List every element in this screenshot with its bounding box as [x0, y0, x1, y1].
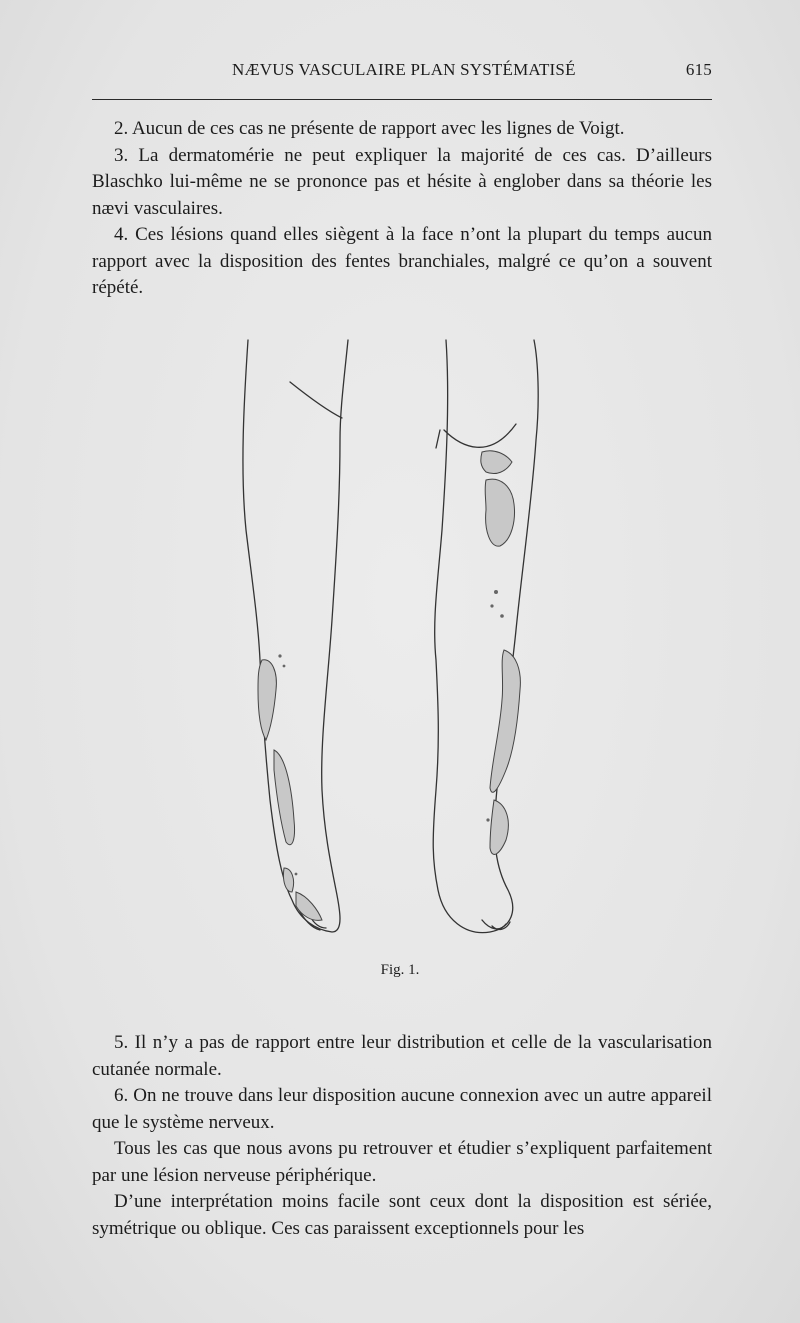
right-knee-line: [290, 382, 342, 418]
lesion-patch-calf: [258, 660, 276, 740]
paragraph-2: 2. Aucun de ces cas ne présente de rapport avec les lignes de Voigt.: [114, 118, 625, 139]
lesion-patch-ankle: [490, 800, 508, 854]
lesion-patch-foot: [296, 892, 322, 920]
page-number: 615: [685, 60, 712, 79]
left-knee-line: [444, 424, 516, 447]
legs-diagram-icon: [200, 320, 580, 960]
paragraph-conclusion: Tous les cas que nous avons pu retrouver et étudier s’expliquent parfaitement par une lésion nerveuse périphérique.: [92, 1138, 712, 1186]
lesion-dot: [486, 818, 489, 821]
lesion-dot: [500, 614, 504, 618]
running-title: NÆVUS VASCULAIRE PLAN SYSTÉMATISÉ: [232, 60, 576, 79]
paragraph-3: 3. La dermatomérie ne peut expliquer la majorité de ces cas. D’ailleurs Blaschko lui-même ne se prononce pas et hésite à englober dans sa théorie les nævi vasculaires.: [92, 144, 712, 219]
lesion-dot: [490, 604, 493, 607]
paragraph-6: 6. On ne trouve dans leur disposition aucune connexion avec un autre appareil que le système nerveux.: [92, 1085, 712, 1133]
left-leg-outline: [433, 340, 538, 933]
figure-caption: Fig. 1.: [380, 962, 420, 978]
paragraph-5: 5. Il n’y a pas de rapport entre leur distribution et celle de la vascularisation cutanée normale.: [92, 1032, 712, 1080]
text-block-bottom: [92, 1030, 712, 1242]
lesion-dot: [278, 654, 281, 657]
lesion-patch-thigh: [485, 479, 514, 546]
paragraph-4: 4. Ces lésions quand elles siègent à la face n’ont la plupart du temps aucun rapport avec la disposition des fentes branchiales, malgré ce qu’on a souvent répété.: [92, 224, 712, 298]
right-leg-outline: [243, 340, 348, 932]
lesion-dot: [283, 665, 286, 668]
header-rule: [92, 99, 712, 100]
lesion-patch-heel: [283, 868, 293, 892]
left-foot-toes: [482, 920, 510, 929]
paragraph-serial-cases: D’une interprétation moins facile sont ceux dont la disposition est sériée, symétrique ou oblique. Ces cas paraissent exceptionnels pour les: [92, 1191, 712, 1239]
lesion-patch-lower-leg: [274, 750, 295, 845]
lesion-patch-knee: [481, 451, 512, 474]
lesion-dot: [494, 590, 498, 594]
lesion-patch-shin: [490, 650, 520, 792]
running-head: [92, 60, 712, 88]
left-knee-mark: [436, 430, 440, 448]
lesion-dot: [295, 873, 298, 876]
text-block-top: [92, 116, 712, 302]
